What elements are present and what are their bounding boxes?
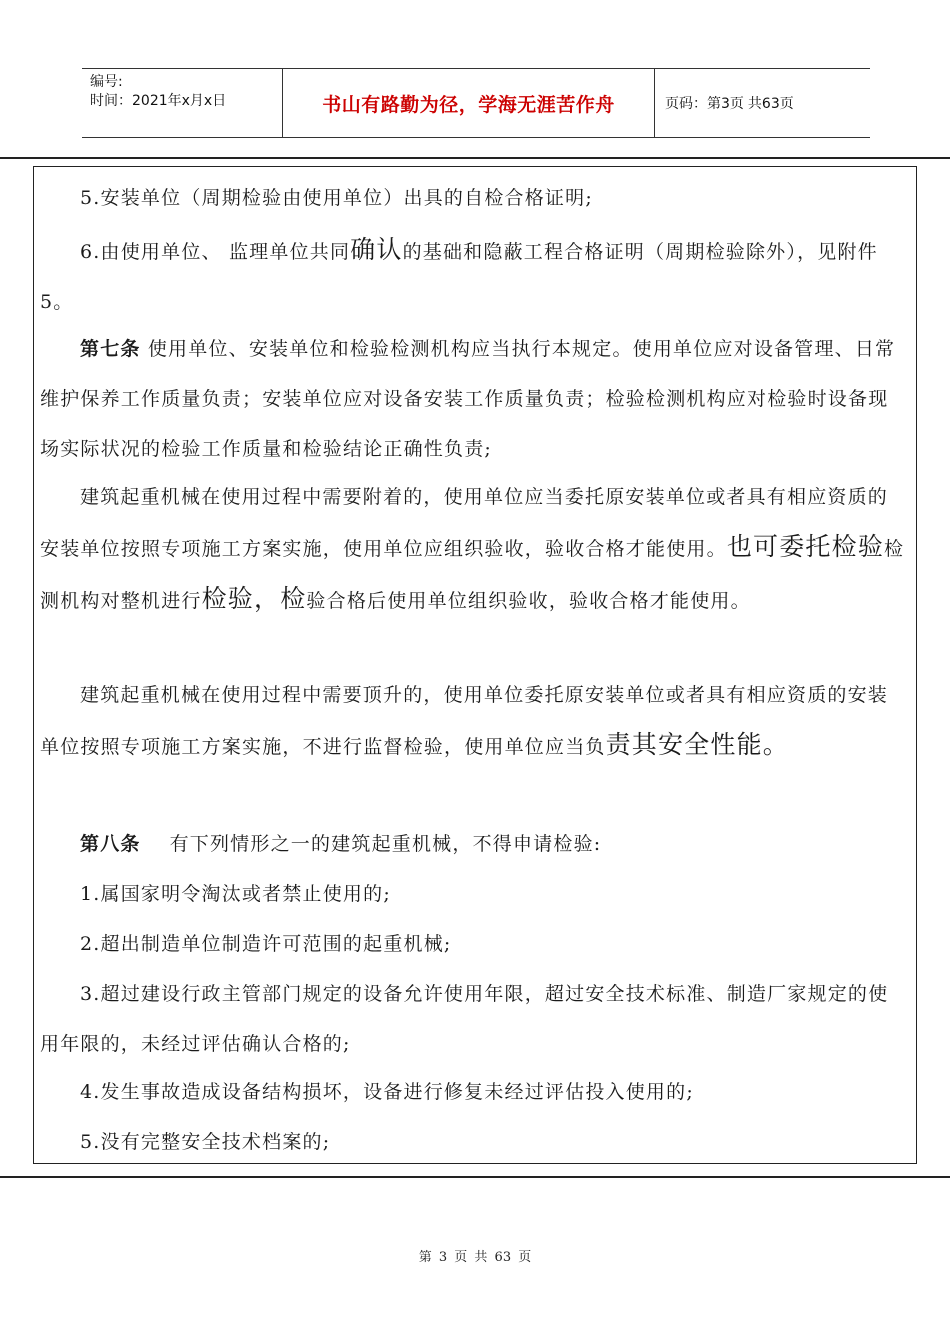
paragraph-text: 验合格后使用单位组织验收，验收合格才能使用。 [306,590,751,612]
list-item [34,869,918,919]
article-7 [34,324,918,474]
article-title: 第七条 [80,338,141,360]
paragraph [34,173,918,223]
paragraph-emphasis: 也可委托检验 [726,532,885,561]
list-item [34,919,918,969]
paragraph-text: 6.由使用单位、 监理单位共同 [80,241,351,263]
header-page-info [655,69,870,137]
paragraph-text: 5.安装单位（周期检验由使用单位）出具的自检合格证明; [80,187,593,209]
paragraph-text: 检测机构对整机进行 [40,538,905,612]
paragraph [34,670,918,772]
list-item-text: 5.没有完整安全技术档案的; [80,1131,331,1153]
list-item [34,1117,918,1167]
header-page-number: 页码：第3页 [665,96,744,112]
paragraph-text: 的基础和隐蔽工程合格证明（周期检验除外），见附件5。 [40,241,878,313]
document-body [33,166,917,1164]
paragraph-emphasis: 责其安全性能。 [605,730,790,759]
page-footer: 第 3 页 共 63 页 [418,1250,532,1265]
header-motto: 书山有路勤为径，学海无涯苦作舟 [282,69,655,137]
header-page-total: 共63页 [747,96,794,112]
article-title: 第八条 [80,833,141,855]
paragraph-text: 使用单位、安装单位和检验检测机构应当执行本规定。使用单位应对设备管理、日常维护保养工作质量负责；安装单位应对设备安装工作质量负责；检验检测机构应对检验时设备现场实际状况的检验工作质量和检验结论正确性负责; [40,338,896,460]
paragraph-text: 有下列情形之一的建筑起重机械，不得申请检验: [140,833,602,855]
paragraph [34,225,918,327]
list-item [34,1067,918,1117]
divider-bottom [0,1176,950,1178]
divider-top [0,157,950,159]
paragraph-text: 建筑起重机械在使用过程中需要附着的，使用单位应当委托原安装单位或者具有相应资质的安装单位按照专项施工方案实施，使用单位应组织验收，验收合格才能使用。 [40,486,889,560]
list-item-text: 2.超出制造单位制造许可范围的起重机械; [80,933,452,955]
list-item-text: 4.发生事故造成设备结构损坏，设备进行修复未经过评估投入使用的; [80,1081,694,1103]
paragraph [34,472,918,626]
document-number-label: 编号: [90,74,123,90]
document-date: 时间：2021年x月x日 [90,93,227,109]
page-header [82,68,870,138]
list-item [34,969,918,1069]
list-item-text: 3.超过建设行政主管部门规定的设备允许使用年限，超过安全技术标准、制造厂家规定的使用年限的，未经过评估确认合格的; [40,983,889,1055]
paragraph-emphasis: 确认 [350,235,403,264]
paragraph-emphasis: 检验，检 [201,584,307,613]
paragraph-text: 建筑起重机械在使用过程中需要顶升的，使用单位委托原安装单位或者具有相应资质的安装单位按照专项施工方案实施，不进行监督检验，使用单位应当负 [40,684,889,758]
header-meta [82,69,282,137]
article-8 [34,819,918,869]
list-item-text: 1.属国家明令淘汰或者禁止使用的; [80,883,391,905]
